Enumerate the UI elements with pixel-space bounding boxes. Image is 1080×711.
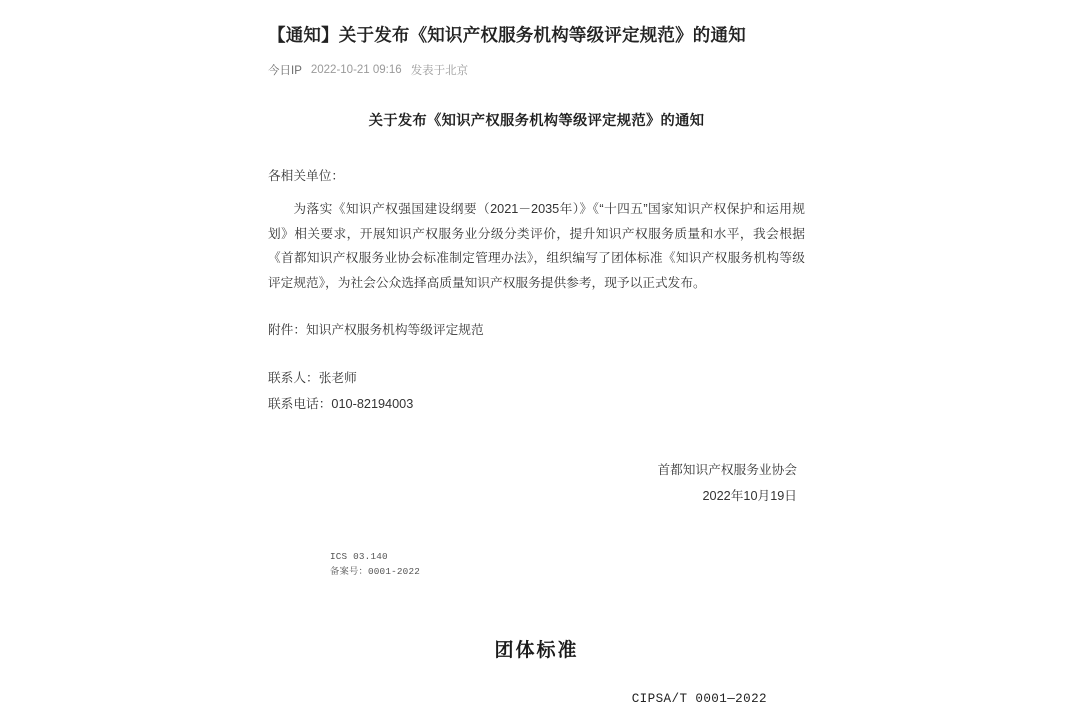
document-contacts (268, 365, 805, 417)
contact-person: 联系人：张老师 (268, 370, 357, 385)
signature-org: 首都知识产权服务业协会 (657, 462, 797, 477)
document-salutation: 各相关单位： (268, 169, 345, 184)
standard-ics: ICS 03.140 (330, 550, 388, 562)
standard-code: CIPSA/T 0001—2022 (631, 691, 767, 706)
standard-cover (268, 549, 805, 711)
document-title: 关于发布《知识产权服务机构等级评定规范》的通知 (368, 113, 705, 130)
article-meta (268, 62, 813, 78)
article-container (268, 0, 813, 711)
meta-location: 发表于北京 (410, 65, 469, 78)
document-attachment: 附件：知识产权服务机构等级评定规范 (268, 322, 484, 337)
document-signature (268, 457, 805, 509)
standard-ics-info (330, 549, 805, 580)
signature-date: 2022年10月19日 (702, 488, 797, 503)
contact-phone: 联系电话：010-82194003 (268, 396, 414, 411)
document-body (268, 108, 805, 711)
page-title: 【通知】关于发布《知识产权服务机构等级评定规范》的通知 (268, 25, 746, 45)
meta-datetime: 2022-10-21 09:16 (310, 64, 402, 77)
standard-record-no: 备案号：0001-2022 (330, 566, 420, 578)
document-paragraph: 为落实《知识产权强国建设纲要（2021－2035年）》《“十四五”国家知识产权保护和运用规划》相关要求，开展知识产权服务业分级分类评价，提升知识产权服务质量和水平，我会根据《首都知识产权服务业协会标准制定管理办法》，组织编写了团体标准《知识产权服务机构等级评定规范》，为社会公众选择高质量知识产权服务提供参考，现予以正式发布。 (268, 201, 805, 291)
meta-source[interactable]: 今日IP (268, 65, 302, 78)
standard-type-label: 团体标准 (494, 639, 579, 661)
